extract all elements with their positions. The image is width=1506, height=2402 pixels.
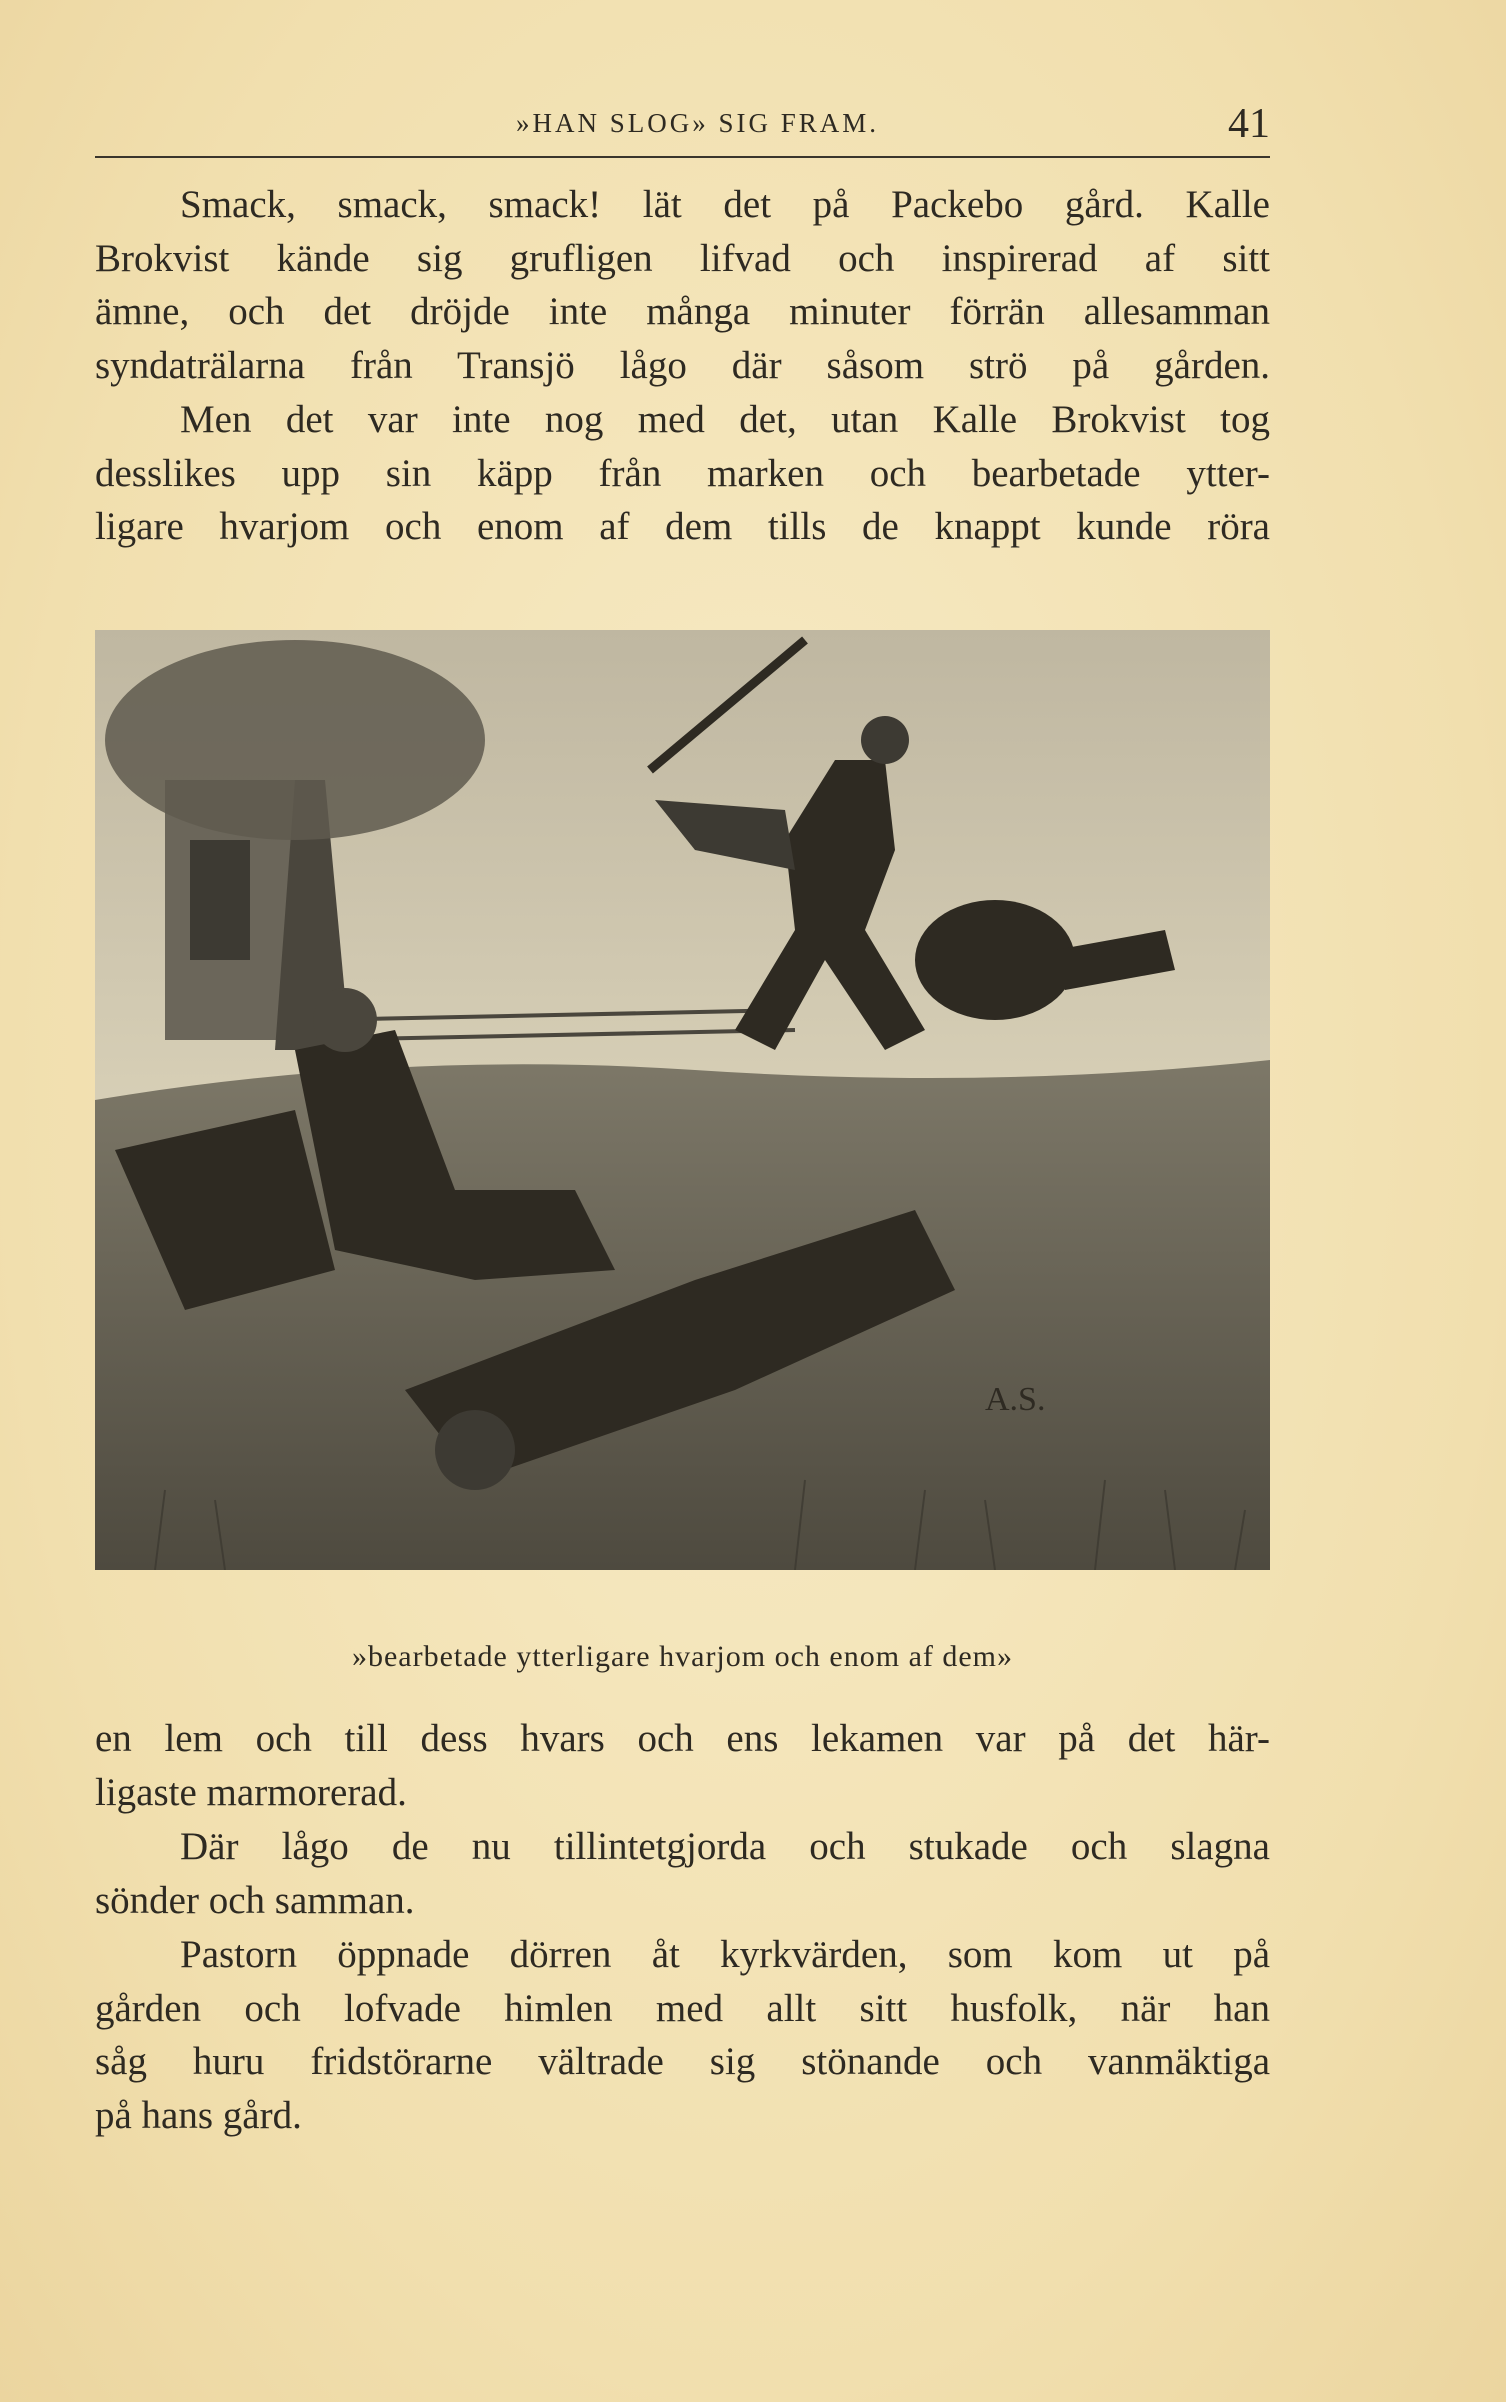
paragraph-5 [95,1928,1270,2142]
text-line: ligaste marmorerad. [95,1770,407,1814]
illustration-caption: »bearbetade ytterligare hvarjom och enom af dem» [351,1640,1014,1673]
doorway-shape [190,840,250,960]
text-line: på hans gård. [95,2093,302,2137]
text-line: syndaträlarna från Transjö lågo där såsom strö på gården. [95,343,1270,387]
paragraph-1 [95,178,1270,392]
engraving-image [95,630,1270,1570]
text-line: ämne, och det dröjde inte många minuter förrän allesamman [95,290,1270,333]
paragraph-4 [95,1820,1270,1927]
paragraph-2 [95,393,1270,554]
text-line: Men det var inte nog med det, utan Kalle Brokvist tog [180,398,1270,441]
seated-man-head [313,988,377,1052]
standing-man-head [861,716,909,764]
text-line: gården och lofvade himlen med allt sitt husfolk, när han [95,1986,1270,2030]
text-line: Brokvist kände sig grufligen lifvad och inspirerad af sitt [95,236,1270,280]
running-head: »HAN SLOG» SIG FRAM. [515,108,880,138]
text-line: Smack, smack, smack! lät det på Packebo gård. Kalle [180,183,1270,226]
text-line: desslikes upp sin käpp från marken och bearbetade ytter- [95,451,1270,495]
paragraph-3 [95,1712,1270,1819]
text-line: såg huru fridstörarne vältrade sig stönande och vanmäktiga [95,2040,1270,2083]
prone-man-head [435,1410,515,1490]
tree-foliage [105,640,485,840]
artist-signature: A.S. [985,1381,1046,1418]
illustration-fight-scene [95,630,1270,1570]
page-number: 41 [1228,101,1270,147]
page-header [95,100,1270,158]
crouching-man-body [915,900,1075,1020]
text-line: en lem och till dess hvars och ens lekamen var på det här- [95,1717,1270,1760]
text-line: sönder och samman. [95,1878,415,1922]
text-line: Där lågo de nu tillintetgjorda och stukade och slagna [180,1825,1270,1868]
text-line: Pastorn öppnade dörren åt kyrkvärden, som kom ut på [180,1933,1270,1976]
text-line: ligare hvarjom och enom af dem tills de knappt kunde röra [95,505,1270,548]
